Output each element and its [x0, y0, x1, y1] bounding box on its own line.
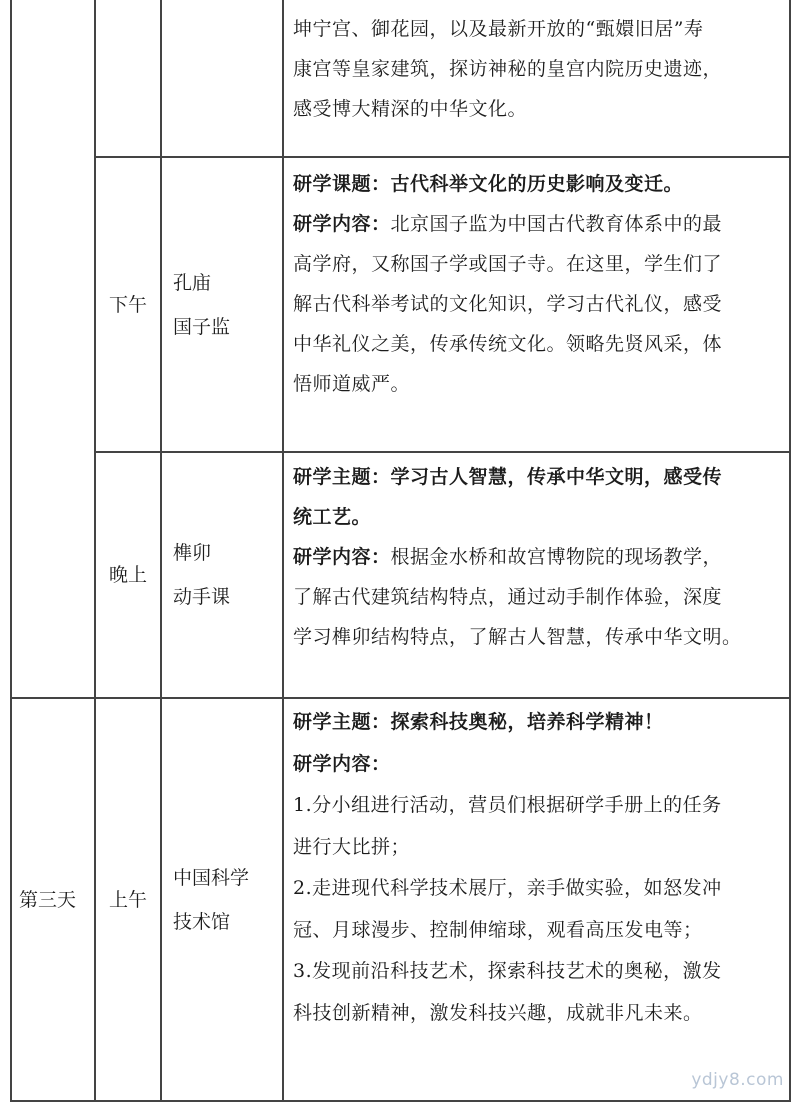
topic-line [293, 457, 788, 497]
place-label [161, 261, 230, 349]
table-row [0, 698, 800, 1102]
place-cell [161, 157, 283, 452]
place-label [161, 856, 249, 944]
content-line: 进行大比拼； [293, 835, 411, 858]
content-label: 研学内容： [293, 546, 391, 568]
content-line: 3.发现前沿科技艺术，探索科技艺术的奥秘，激发 [293, 960, 722, 982]
content-line: 解古代科举考试的文化知识，学习古代礼仪，感受 [293, 293, 723, 315]
column-divider [94, 0, 96, 1102]
column-divider [282, 0, 284, 1102]
topic-line [293, 164, 788, 204]
time-label: 下午 [108, 293, 147, 316]
day-label: 第三天 [18, 889, 76, 911]
topic-label: 研学主题： [293, 711, 391, 733]
row-divider [94, 156, 791, 158]
content-label-line [293, 744, 788, 786]
place-line: 孔庙 [173, 271, 212, 294]
time-cell [95, 157, 161, 452]
place-cell [161, 698, 283, 1102]
content-text [283, 452, 800, 657]
topic-text: 探索科技奥秘，培养科学精神！ [390, 711, 664, 733]
content-cell [283, 0, 800, 157]
table-border-right [789, 0, 791, 1102]
table-border-bottom [10, 1100, 791, 1102]
content-line: 学习榫卯结构特点，了解古人智慧，传承中华文明。 [293, 626, 742, 648]
time-cell [95, 698, 161, 1102]
table-row [0, 0, 800, 157]
place-line: 榫卯 [173, 542, 212, 564]
place-label [161, 531, 230, 619]
content-cell [283, 698, 800, 1102]
topic-line [293, 497, 788, 537]
topic-text: 古代科举文化的历史影响及变迁。 [390, 173, 684, 195]
table-row [0, 452, 800, 698]
time-label: 晚上 [108, 564, 147, 586]
row-divider [10, 697, 791, 699]
content-label: 研学内容： [293, 752, 391, 775]
place-cell [161, 452, 283, 698]
place-line: 动手课 [173, 586, 231, 608]
time-label: 上午 [108, 889, 147, 911]
content-line: 坤宁宫、御花园，以及最新开放的“甄嬛旧居”寿 [293, 18, 704, 40]
content-line: 了解古代建筑结构特点，通过动手制作体验，深度 [293, 586, 723, 608]
place-line: 中国科学 [173, 867, 250, 889]
topic-label: 研学主题： [293, 466, 391, 488]
topic-label: 研学课题： [293, 173, 391, 195]
content-cell [283, 157, 800, 452]
place-line: 国子监 [173, 315, 231, 338]
time-cell [95, 452, 161, 698]
table-row [0, 157, 800, 452]
content-line: 冠、月球漫步、控制伸缩球，观看高压发电等； [293, 918, 703, 941]
watermark: ydjy8.com [691, 1070, 784, 1090]
table-border-left [10, 0, 12, 1102]
content-line: 中华礼仪之美，传承传统文化。领略先贤风采，体 [293, 333, 723, 355]
content-cell [283, 452, 800, 698]
content-line: 悟师道威严。 [293, 373, 411, 395]
content-line: 2.走进现代科学技术展厅，亲手做实验，如怒发冲 [293, 877, 722, 899]
topic-line [293, 702, 788, 744]
content-text [283, 0, 800, 129]
place-line: 技术馆 [173, 911, 231, 933]
topic-text: 学习古人智慧，传承中华文明，感受传 [390, 466, 723, 488]
column-divider [160, 0, 162, 1102]
content-line: 高学府，又称国子学或国子寺。在这里，学生们了 [293, 253, 723, 275]
content-line: 1.分小组进行活动，营员们根据研学手册上的任务 [293, 794, 722, 816]
topic-text: 统工艺。 [293, 506, 372, 528]
content-line: 科技创新精神，激发科技兴趣，成就非凡未来。 [293, 1001, 703, 1024]
content-text [283, 698, 800, 1034]
content-line: 研学内容：根据金水桥和故宫博物院的现场教学， [293, 546, 723, 568]
row-divider [94, 451, 791, 453]
content-line: 感受博大精深的中华文化。 [293, 98, 528, 120]
content-line: 研学内容：北京国子监为中国古代教育体系中的最 [293, 213, 723, 235]
content-line: 康宫等皇家建筑，探访神秘的皇宫内院历史遗迹， [293, 58, 723, 80]
content-label: 研学内容： [293, 213, 391, 235]
content-text [283, 157, 800, 404]
day-cell [0, 698, 95, 1102]
